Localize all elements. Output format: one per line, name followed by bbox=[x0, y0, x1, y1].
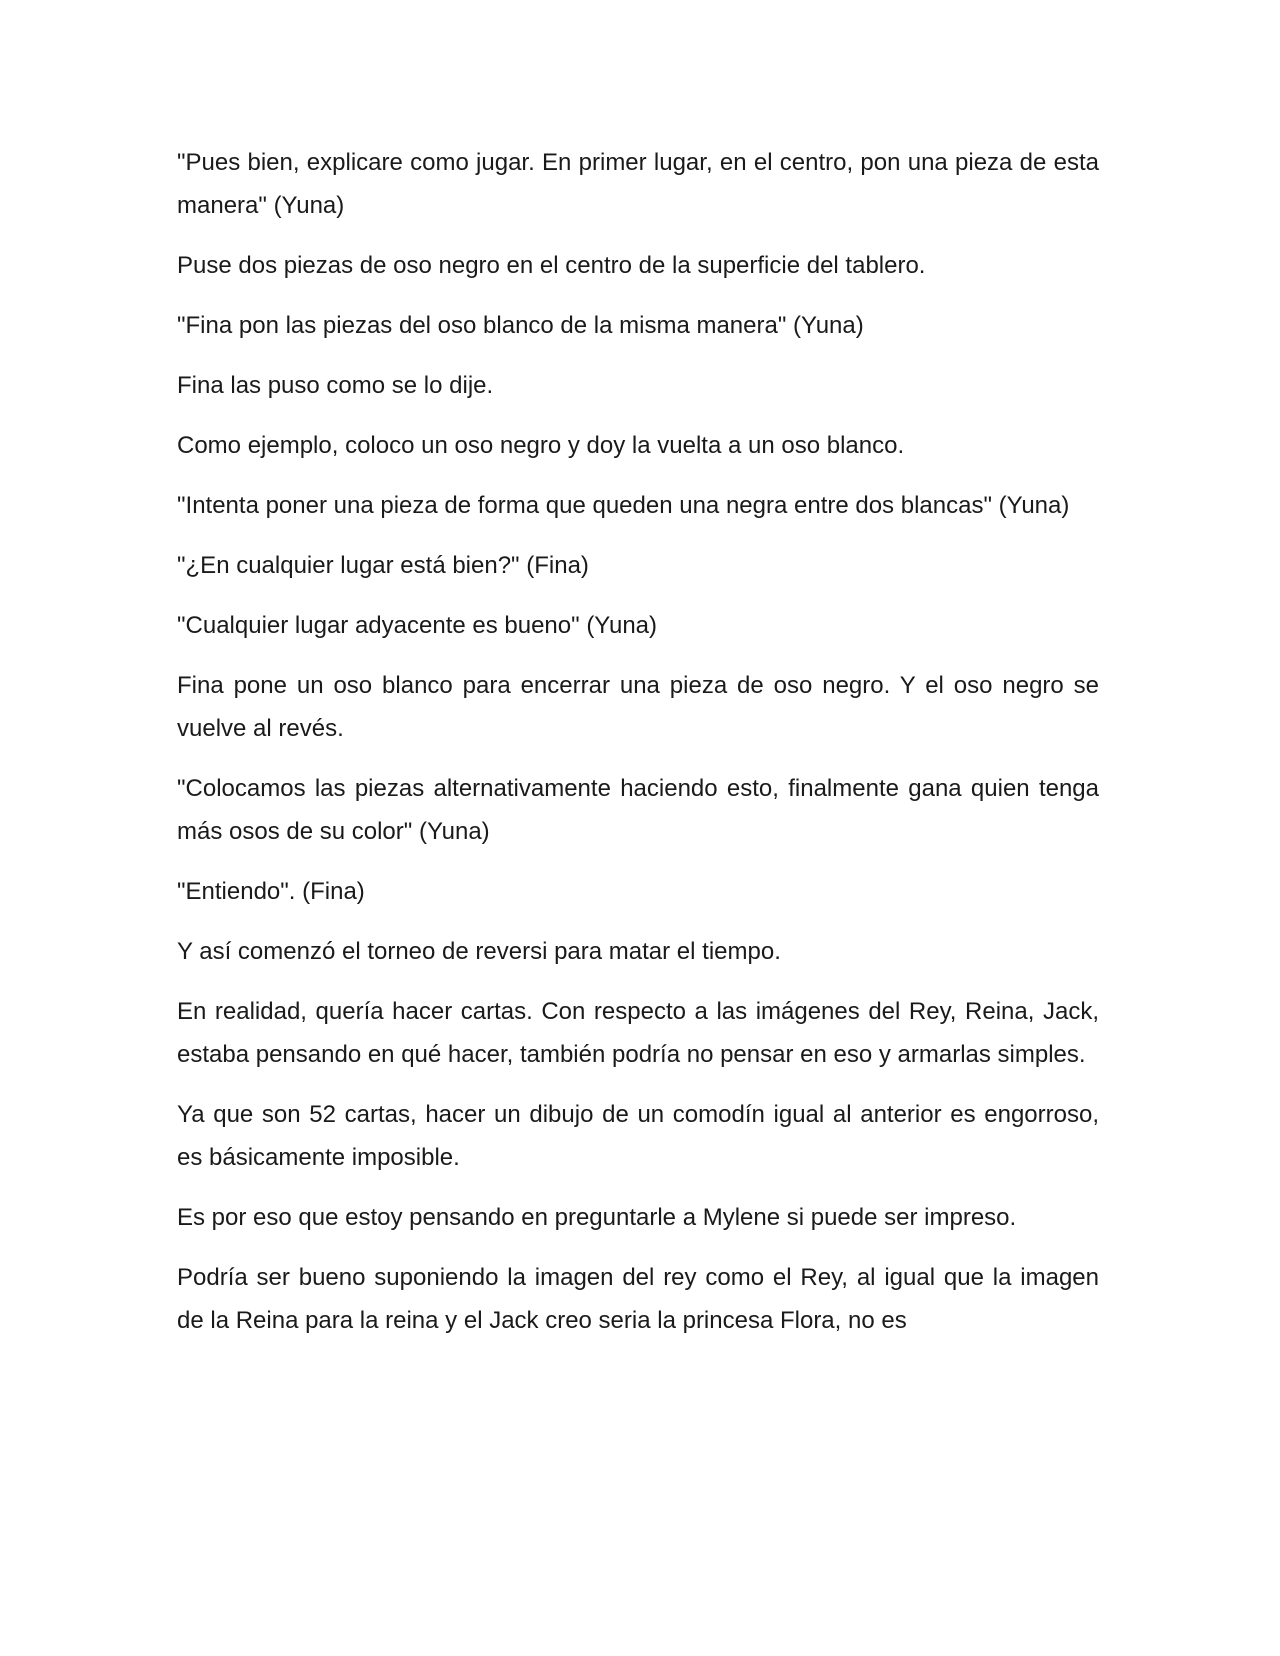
paragraph: "¿En cualquier lugar está bien?" (Fina) bbox=[177, 552, 589, 579]
paragraph: Como ejemplo, coloco un oso negro y doy la vuelta a un oso blanco. bbox=[177, 432, 905, 459]
paragraph: "Cualquier lugar adyacente es bueno" (Yuna) bbox=[177, 612, 658, 639]
paragraph: Podría ser bueno suponiendo la imagen del rey como el Rey, al igual que la imagen de la Reina para la reina y el Jack creo seria la princesa Flora, no es bbox=[177, 1264, 1099, 1334]
paragraph: "Intenta poner una pieza de forma que queden una negra entre dos blancas" (Yuna) bbox=[177, 492, 1070, 519]
paragraph: "Fina pon las piezas del oso blanco de la misma manera" (Yuna) bbox=[177, 312, 864, 339]
paragraph: Puse dos piezas de oso negro en el centro de la superficie del tablero. bbox=[177, 252, 926, 279]
paragraph: Ya que son 52 cartas, hacer un dibujo de un comodín igual al anterior es engorroso, es básicamente imposible. bbox=[177, 1101, 1099, 1171]
paragraph: "Colocamos las piezas alternativamente haciendo esto, finalmente gana quien tenga más osos de su color" (Yuna) bbox=[177, 775, 1099, 845]
paragraph: Fina pone un oso blanco para encerrar una pieza de oso negro. Y el oso negro se vuelve al revés. bbox=[177, 672, 1099, 742]
document-page bbox=[177, 141, 1099, 1359]
paragraph: En realidad, quería hacer cartas. Con respecto a las imágenes del Rey, Reina, Jack, estaba pensando en qué hacer, también podría no pensar en eso y armarlas simples. bbox=[177, 998, 1099, 1068]
paragraph: "Pues bien, explicare como jugar. En primer lugar, en el centro, pon una pieza de esta manera" (Yuna) bbox=[177, 149, 1099, 219]
paragraph: Es por eso que estoy pensando en preguntarle a Mylene si puede ser impreso. bbox=[177, 1204, 1017, 1231]
paragraph: "Entiendo". (Fina) bbox=[177, 878, 365, 905]
paragraph: Fina las puso como se lo dije. bbox=[177, 372, 494, 399]
paragraph: Y así comenzó el torneo de reversi para matar el tiempo. bbox=[177, 938, 781, 965]
